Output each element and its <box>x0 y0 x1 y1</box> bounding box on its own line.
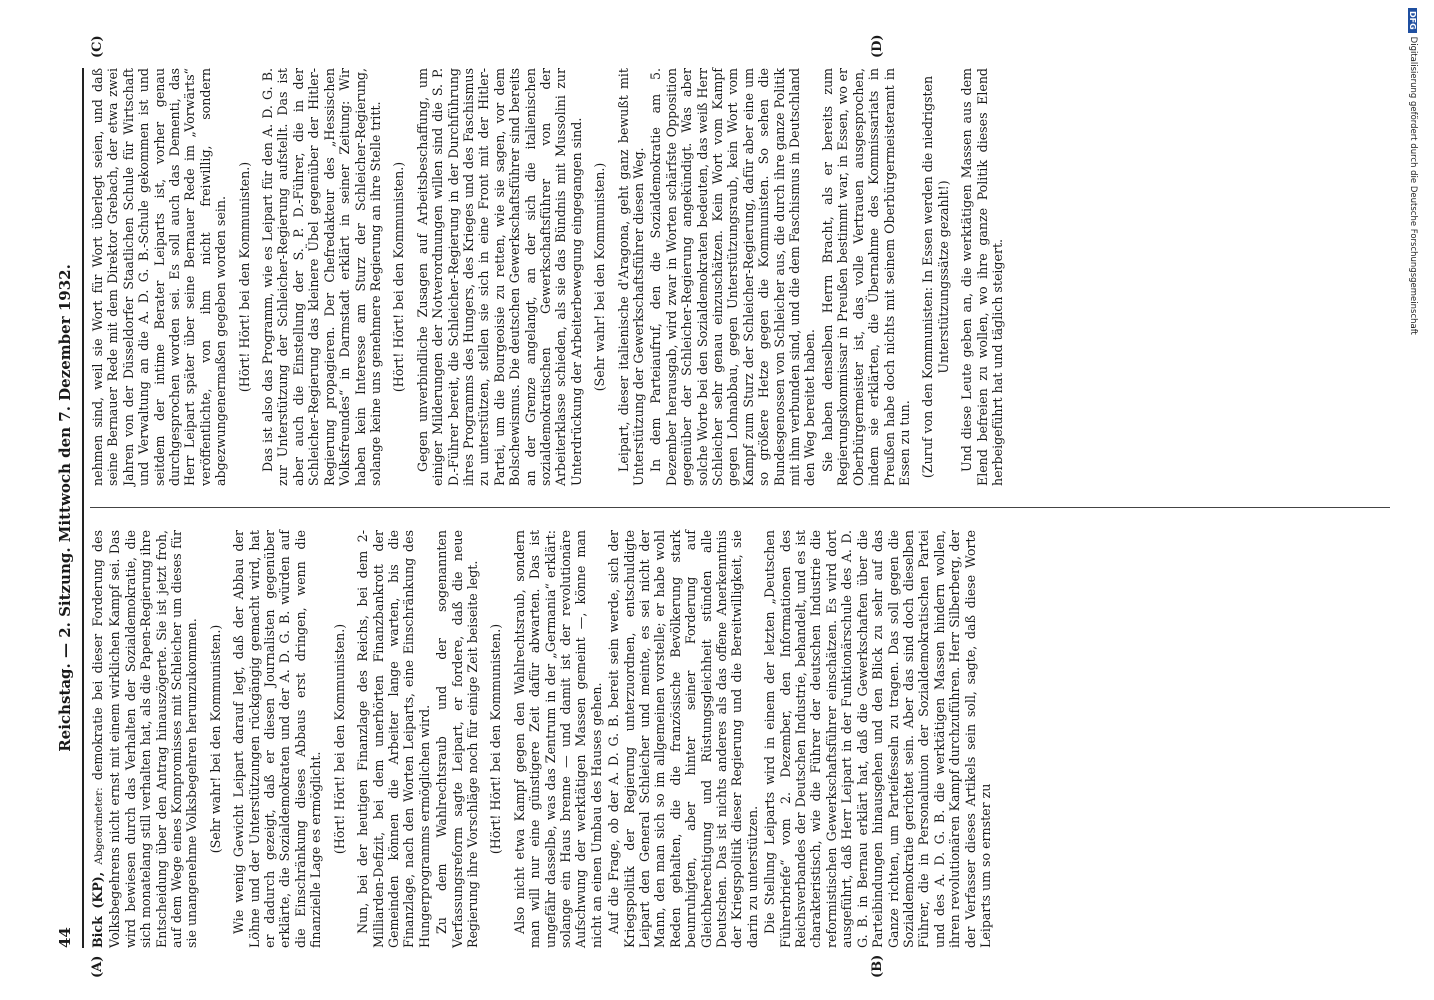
paragraph: Sie haben denselben Herrn Bracht, als er bereits zum Regierungskommissar in Preußen bestimmt war, in Essen, wo er Oberbürgermeister ist, das volle Vertrauen ausgesprochen, indem sie erklärten, die Übernahme des Kommissariats in Preußen habe doch nichts mit seinem Oberbürgermeisteramt in Essen zu tun. <box>819 68 912 486</box>
margin-marker-b: (B) <box>870 954 885 978</box>
dfg-credit-sidebar <box>1406 8 1420 388</box>
paragraph: Wie wenig Gewicht Leipart darauf legt, daß der Abbau der Löhne und der Unterstützungen rückgängig gemacht wird, hat er dadurch gezeigt, daß er diesen Journalisten gegenüber erklärte, die Sozialdemokraten und der A. D. G. B. würden auf die Einschränkung dieses Abbaus erst dringen, wenn die finanzielle Lage es ermöglicht. <box>231 530 324 948</box>
page-title: Reichstag. — 2. Sitzung. Mittwoch den 7. Dezember 1932. <box>56 264 74 752</box>
margin-marker-d: (D) <box>870 34 885 58</box>
margin-marker-a: (A) <box>90 955 105 978</box>
paragraph: Nun, bei der heutigen Finanzlage des Reichs, bei dem 2-Milliarden-Defizit, bei dem unerhörten Finanzbankrott der Gemeinden können die Arbeiter lange warten, bis die Finanzlage, nach den Worten Leiparts, eine Einschränkung des Hungerprogramms ermöglichen wird. <box>355 530 432 948</box>
speaker-role: Abgeordneter: <box>93 787 105 865</box>
text-column-left <box>90 530 1390 948</box>
rotated-document-page <box>50 34 1410 978</box>
margin-marker-c: (C) <box>90 35 105 58</box>
paragraph: Das ist also das Programm, wie es Leipart für den A. D. G. B. zur Unterstützung der Schleicher-Regierung aufstellt. Das ist aber auch die Einstellung der S. P. D.-Führer, die in der Schleicher-Regierung das kleinere Übel gegenüber der Hitler-Regierung propagieren. Der Chefredakteur des „Hessischen Volksfreundes“ in Darmstadt erklärt in seiner Zeitung: Wir haben kein Interesse am Sturz der Schleicher-Regierung, solange keine uns genehmere Regierung an ihre Stelle tritt. <box>260 68 383 486</box>
text-column-right <box>90 68 1390 486</box>
paragraph: Auf die Frage, ob der A. D. G. B. bereit sein werde, sich der Kriegspolitik der Regierung unterzuordnen, entschuldigte Leipart den General Schleicher und meinte, es sei nicht der Mann, den man sich so im allgemeinen vorstelle; er habe wohl Reden gehalten, die die französische Bevölkerung stark beunruhigten, aber hinter seiner Forderung auf Gleichberechtigung und Rüstungsgleichheit stünden alle Deutschen. Das ist nichts anderes als das offene Anerkenntnis der Kriegspolitik dieser Regierung und die Bereitwilligkeit, sie darin zu unterstützen. <box>606 530 760 948</box>
interjection: (Hört! Hört! bei den Kommunisten.) <box>331 623 347 855</box>
interjection: (Hört! Hört! bei den Kommunisten.) <box>236 161 252 393</box>
interjection: (Zuruf von den Kommunisten: In Essen werden die niedrigsten Unterstützungssätze gezahlt!) <box>920 75 951 479</box>
interjection: (Hört! Hört! bei den Kommunisten.) <box>391 161 407 393</box>
paragraph: nehmen sind, weil sie Wort für Wort überlegt seien, und daß seine Bernauer Rede mit dem Direktor Grebach, der etwa zwei Jahren von der Düsseldorfer Staatlichen Schule für Wirtschaft und Verwaltung an die A. D. G. B.-Schule gekommen ist und seitdem der intime Berater Leiparts ist, vorher genau durchgesprochen worden sei. Es soll auch das Dementi, das Herr Leipart später über seine Bernauer Rede im „Vorwärts“ veröffentlichte, von ihm nicht freiwillig, sondern abgezwungenermaßen gegeben worden sein. <box>90 68 229 486</box>
paragraph: Gegen unverbindliche Zusagen auf Arbeitsbeschaffung, um einiger Milderungen der Notverordnungen willen sind die S. P. D.-Führer bereit, die Schleicher-Regierung in der Durchführung ihres Programms des Hungers, des Krieges und des Faschismus zu unterstützen, stellen sie sich in eine Front mit der Hitler-Partei, um die Bourgeoisie zu retten, wie sie sagen, vor dem Bolschewismus. Die deutschen Gewerkschaftsführer sind bereits an der Grenze angelangt, an der sich die italienischen sozialdemokratischen Gewerkschaftsführer von der Arbeiterklasse schieden, als sie das Bündnis mit Mussolini zur Unterdrückung der Arbeiterbewegung eingegangen sind. <box>414 68 584 486</box>
page-number: 44 <box>56 927 74 948</box>
dfg-credit-text: Digitalisierung gefördert durch die Deutsche Forschungsgemeinschaft <box>1408 36 1418 335</box>
interjection: (Hört! Hört! bei den Kommunisten.) <box>488 623 504 855</box>
paragraph: Die Stellung Leiparts wird in einem der letzten „Deutschen Führerbriefe“ vom 2. Dezember, den Informationen des Reichsverbandes der Deutschen Industrie, behandelt, und es ist charakteristisch, wie die Führer der deutschen Industrie die reformistischen Gewerkschaftsführer einschätzen. Es wird dort ausgeführt, daß Herr Leipart in der Funktionärschule des A. D. G. B. in Bernau erklärt hat, daß die Gewerkschaften über die Parteibindungen hinausgehen und den Blick zu sehr auf das Ganze richten, um Parteifesseln zu tragen. Das soll gegen die Sozialdemokratie gerichtet sein. Aber das sind doch dieselben Führer, die in Personalunion der Sozialdemokratischen Partei und des A. D. G. B. die werktätigen Massen hindern wollen, ihren revolutionären Kampf durchzuführen. Herr Silberberg, der der Verfasser dieses Artikels sein soll, sagte, daß diese Worte Leiparts um so ernster zu <box>762 530 993 948</box>
interjection: (Sehr wahr! bei den Kommunisten.) <box>207 624 223 854</box>
paragraph: Und diese Leute geben an, die werktätigen Massen aus dem Elend befreien zu wollen, wo ihre ganze Politik dieses Elend herbeigeführt hat und täglich steigert. <box>959 68 1005 486</box>
column-divider <box>90 507 1390 508</box>
paragraph: In dem Parteiaufruf, den die Sozialdemokratie am 5. Dezember herausgab, wird zwar in Worten schärfste Opposition gegenüber der Schleicher-Regierung angekündigt. Was aber solche Worte bei den Sozialdemokraten bedeuten, das weiß Herr Schleicher sehr genau einzuschätzen. Kein Wort vom Kampf gegen Lohnabbau, gegen Unterstützungsraub, kein Wort vom Kampf zum Sturz der Schleicher-Regierung, dafür aber eine um so größere Hetze gegen die Kommunisten. So sehen die Bundesgenossen von Schleicher aus, die durch ihre ganze Politik mit ihm verbunden sind, und die dem Faschismus in Deutschland den Weg bereitet haben. <box>648 68 818 486</box>
speaker-text: demokratie bei dieser Forderung des Volksbegehrens nicht ernst mit einem wirklichen Kampf sei. Das wird bewiesen durch das Verhalten der Sozialdemokratie, die sich monatelang still verhalten hat, als die Papen-Regierung ihre Entscheidung über den Antrag hinauszögerte. Sie ist jetzt froh, auf dem Wege eines Kompromisses mit Schleicher um dieses für sie unangenehme Volksbegehren herumzukommen. <box>90 530 200 948</box>
page-header <box>50 68 80 948</box>
interjection: (Sehr wahr! bei den Kommunisten.) <box>592 162 608 392</box>
paragraph: Also nicht etwa Kampf gegen den Wahlrechtsraub, sondern man will nur eine günstigere Zeit dafür abwarten. Das ist ungefähr dasselbe, was das Zentrum in der „Germania“ erklärt: solange ein Haus brenne — und damit ist der revolutionäre Aufschwung der werktätigen Massen gemeint —, könne man nicht an einen Umbau des Hauses gehen. <box>511 530 604 948</box>
header-rule <box>82 68 84 948</box>
speaker-name: Bick (KP), <box>90 871 105 948</box>
dfg-logo: DFG <box>1409 8 1418 33</box>
paragraph: Leipart, dieser italienische d'Aragona, geht ganz bewußt mit Unterstützung der Gewerkschaftsführer diesen Weg. <box>615 68 646 486</box>
paragraph: Zu dem Wahlrechtsraub und der sogenannten Verfassungsreform sagte Leipart, er fordere, daß die neue Regierung ihre Vorschläge noch für einige Zeit beiseite legt. <box>434 530 480 948</box>
speaker-paragraph <box>90 530 200 948</box>
